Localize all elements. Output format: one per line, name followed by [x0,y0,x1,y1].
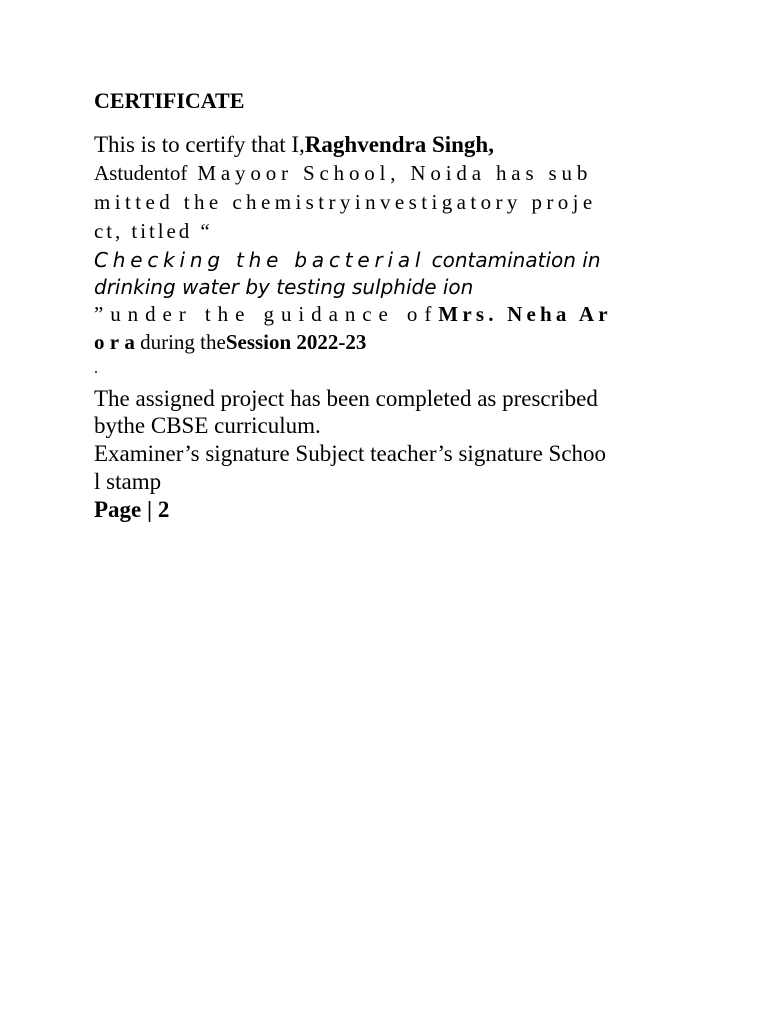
teacher-name-part1: Mrs. Neha Ar [438,302,612,326]
session-middle: during the [140,330,226,354]
project-title-spaced: Checking the bacterial [94,248,426,272]
session-value: Session 2022-23 [225,330,367,354]
curriculum-line: bythe CBSE curriculum. [94,413,321,438]
certificate-title: CERTIFICATE [94,88,245,113]
student-school-rest: Mayoor School, Noida has sub [187,161,593,185]
guidance-line [94,302,612,327]
guidance-prefix: ”under the guidance of [94,302,439,326]
stamp-line: l stamp [94,469,162,494]
student-school-prefix: Astudentof [94,161,188,185]
project-title-line-2: drinking water by testing sulphide ion [94,275,474,299]
student-name: Raghvendra Singh, [304,132,494,157]
titled-line: ct, titled “ [94,219,213,243]
session-line [94,330,366,355]
stray-dot: . [94,360,98,377]
project-title-line-1 [94,248,601,272]
assigned-project-line: The assigned project has been completed as prescribed [94,386,598,411]
page-number: Page | 2 [94,497,170,522]
teacher-name-part2: ora [94,330,141,354]
signatures-line: Examiner’s signature Subject teacher’s signature Schoo [94,441,607,466]
certify-prefix: This is to certify that I, [94,132,305,157]
student-school-line [94,161,592,186]
submitted-line: mitted the chemistryinvestigatory proje [94,190,597,214]
project-title-rest: contamination in [425,248,601,272]
certify-line [94,132,494,158]
